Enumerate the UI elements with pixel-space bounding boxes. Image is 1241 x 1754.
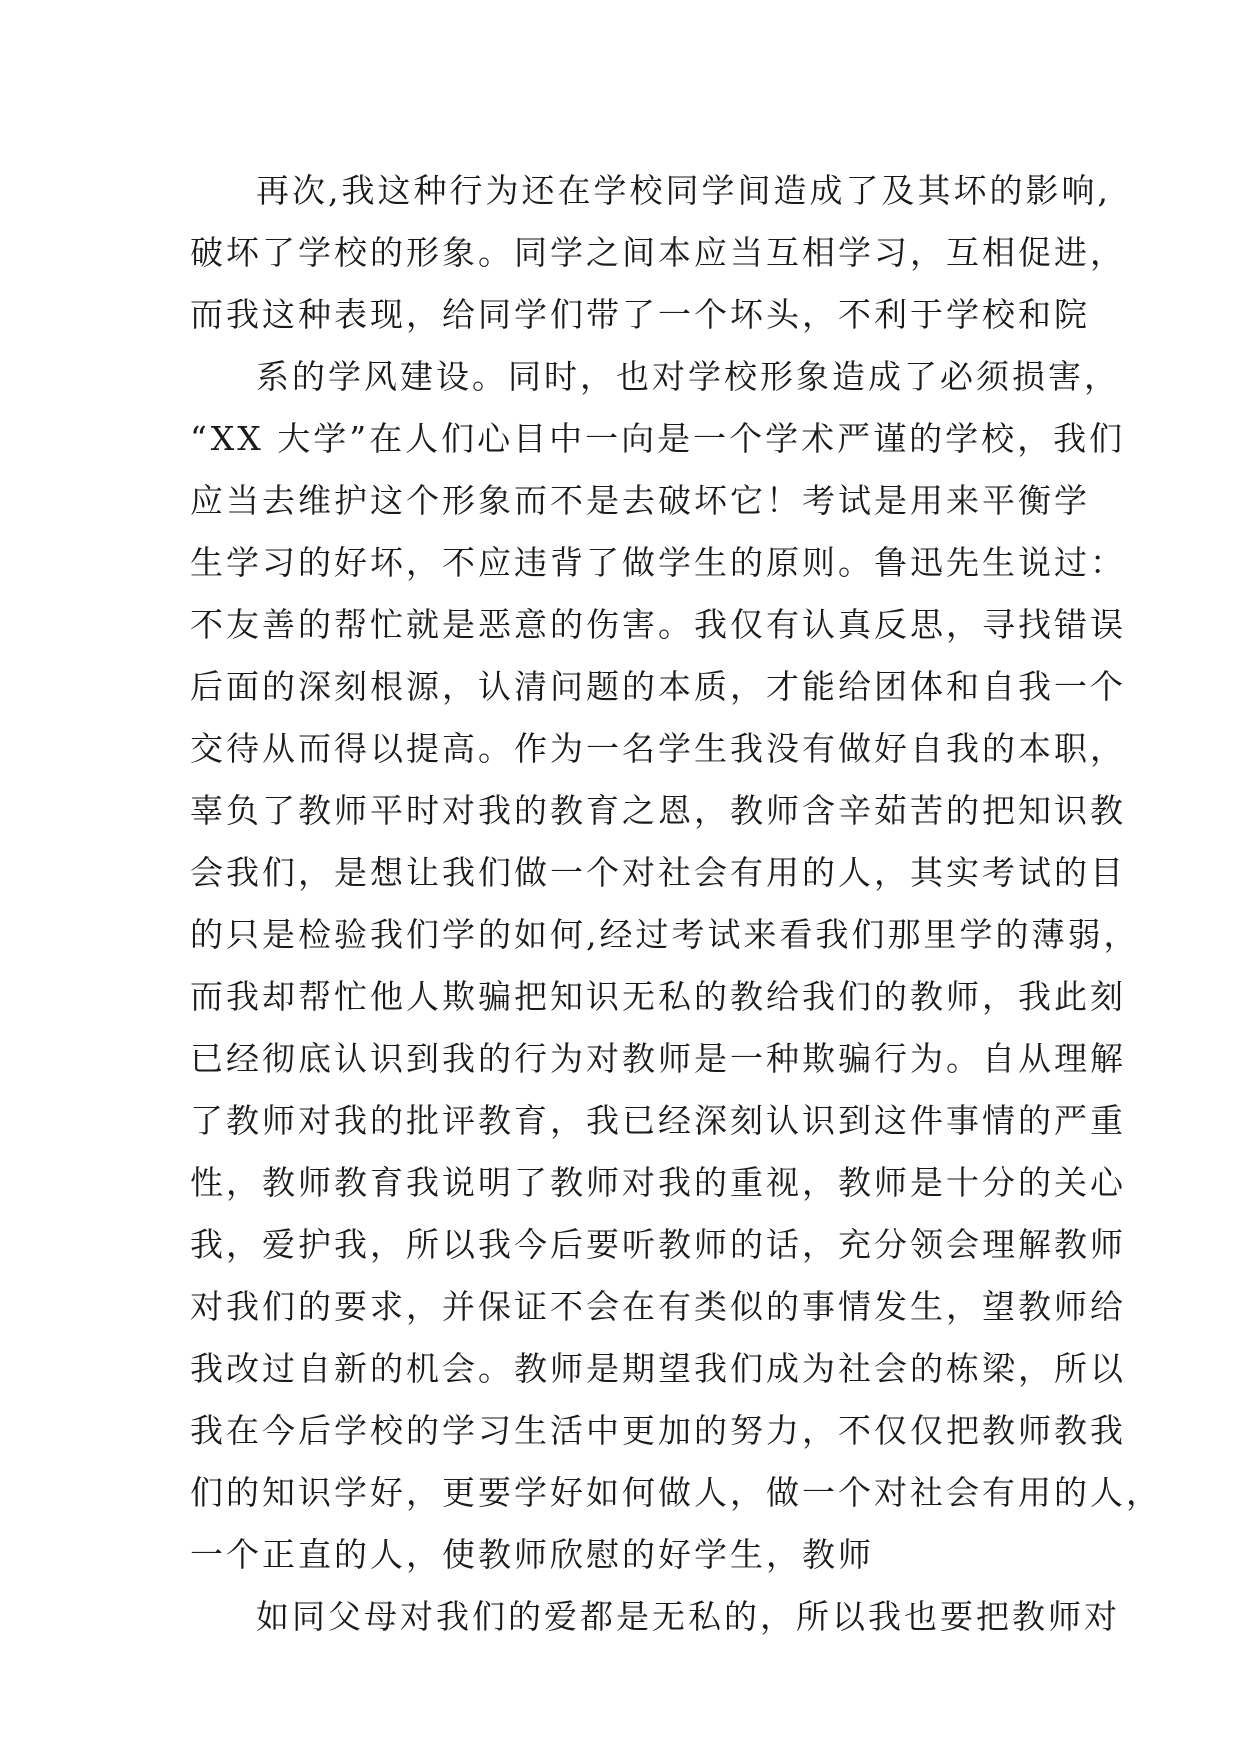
text-line: 系的学风建设。同时，也对学校形象造成了必须损害，	[256, 357, 1120, 396]
text-line: 会我们，是想让我们做一个对社会有用的人，其实考试的目	[190, 853, 1126, 892]
text-line: 生学习的好坏，不应违背了做学生的原则。鲁迅先生说过：	[190, 543, 1126, 582]
text-line: 交待从而得以提高。作为一名学生我没有做好自我的本职，	[190, 729, 1126, 768]
text-line: 已经彻底认识到我的行为对教师是一种欺骗行为。自从理解	[190, 1039, 1126, 1078]
text-line: 我，爱护我，所以我今后要听教师的话，充分领会理解教师	[190, 1225, 1126, 1264]
text-line: 而我却帮忙他人欺骗把知识无私的教给我们的教师，我此刻	[190, 977, 1126, 1016]
text-line: 如同父母对我们的爱都是无私的，所以我也要把教师对	[256, 1597, 1120, 1636]
text-line: 应当去维护这个形象而不是去破坏它！考试是用来平衡学	[190, 481, 1090, 520]
text-line: 我在今后学校的学习生活中更加的努力，不仅仅把教师教我	[190, 1411, 1126, 1450]
text-line: 不友善的帮忙就是恶意的伤害。我仅有认真反思，寻找错误	[190, 605, 1126, 644]
text-line: 的只是检验我们学的如何,经过考试来看我们那里学的薄弱，	[190, 915, 1140, 954]
text-line: 一个正直的人，使教师欣慰的好学生，教师	[190, 1535, 874, 1574]
body-text	[190, 160, 1162, 1648]
text-line: 了教师对我的批评教育，我已经深刻认识到这件事情的严重	[190, 1101, 1126, 1140]
text-line: “XX 大学”在人们心目中一向是一个学术严谨的学校，我们	[190, 419, 1126, 458]
text-line: 我改过自新的机会。教师是期望我们成为社会的栋梁，所以	[190, 1349, 1126, 1388]
text-line: 性，教师教育我说明了教师对我的重视，教师是十分的关心	[190, 1163, 1126, 1202]
text-line: 而我这种表现，给同学们带了一个坏头，不利于学校和院	[190, 295, 1090, 334]
text-line: 后面的深刻根源，认清问题的本质，才能给团体和自我一个	[190, 667, 1126, 706]
text-line: 们的知识学好，更要学好如何做人，做一个对社会有用的人，	[190, 1473, 1162, 1512]
text-line: 再次,我这种行为还在学校同学间造成了及其坏的影响,	[256, 171, 1111, 210]
text-line: 辜负了教师平时对我的教育之恩，教师含辛茹苦的把知识教	[190, 791, 1126, 830]
text-line: 对我们的要求，并保证不会在有类似的事情发生，望教师给	[190, 1287, 1126, 1326]
text-line: 破坏了学校的形象。同学之间本应当互相学习，互相促进，	[190, 233, 1126, 272]
